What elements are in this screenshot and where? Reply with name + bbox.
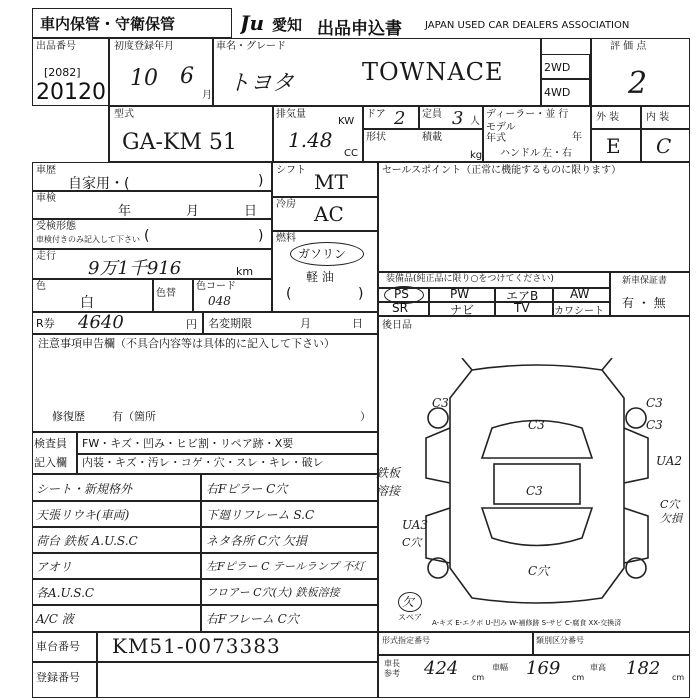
- type-label: 型式: [114, 109, 134, 120]
- year-unit: 年: [572, 132, 582, 143]
- remark-right-2: 下廻リフレーム S.C: [206, 508, 315, 522]
- chassis-value: KM51-0073383: [112, 634, 281, 658]
- notes-label: 注意事項申告欄（不具合内容等は具体的に記入して下さい）: [38, 337, 335, 350]
- remark-left-4: アオリ: [36, 560, 72, 574]
- remark-left-2: 天張リウキ(車両): [36, 508, 130, 522]
- score-label: 評 価 点: [610, 41, 647, 52]
- insp-year: 年: [118, 204, 132, 219]
- fuel-label: 燃料: [276, 233, 296, 244]
- width-label: 車幅: [492, 663, 508, 672]
- warranty-label: 新車保証書: [622, 276, 668, 286]
- equip-leather: カワシート: [554, 306, 604, 317]
- mark-c3-3: C3: [646, 396, 663, 410]
- kw-label: KW: [338, 116, 355, 127]
- repair-label: 修復歴: [52, 410, 85, 423]
- type-cert-label: 形式指定番号: [382, 636, 430, 645]
- equipment-label: 装備品(純正品に限り○をつけてください): [386, 274, 554, 284]
- seats-unit: 人: [470, 116, 480, 127]
- fuel-close: ): [358, 286, 364, 302]
- mark-c-hole-1: C穴: [660, 498, 680, 511]
- equip-ps: PS: [394, 287, 409, 301]
- mark-steel-2: 溶接: [376, 484, 401, 498]
- receive-close: ): [258, 228, 264, 244]
- fuel-open: (: [286, 286, 292, 302]
- association-name: JAPAN USED CAR DEALERS ASSOCIATION: [425, 20, 630, 31]
- int-value: C: [656, 134, 672, 158]
- disp-label: 排気量: [276, 109, 306, 120]
- color-value: 白: [80, 295, 94, 311]
- drive-4wd: 4WD: [544, 86, 571, 99]
- month-unit: 月: [202, 90, 212, 101]
- name-change-day: 日: [352, 317, 363, 330]
- reg-number-label: 登録番号: [36, 671, 80, 684]
- dealer-label: ディーラー・並 行: [486, 109, 569, 120]
- fuel-diesel: 軽 油: [306, 270, 334, 284]
- ext-value: E: [606, 134, 621, 158]
- model-name: TOWNACE: [362, 58, 504, 86]
- auction-sheet: [32, 8, 690, 698]
- ext-label: 外 装: [596, 112, 620, 123]
- after-label: 後日品: [382, 320, 412, 331]
- damage-legend: A-キズ E-エクボ U-凹み W-補修跡 S-サビ C-腐食 XX-交換済: [432, 619, 622, 627]
- kg-label: kg: [470, 150, 483, 161]
- inspector-label-2: 記入欄: [34, 456, 67, 469]
- reg-number-box: [32, 662, 378, 698]
- sales-point-box: [378, 162, 690, 272]
- handle-value: 左・右: [542, 148, 572, 159]
- color-code-label: 色コード: [196, 281, 236, 292]
- insp-day: 日: [244, 204, 258, 219]
- brand-logo: [240, 12, 270, 34]
- repair-value: 有（箇所: [112, 410, 156, 423]
- mark-c3-2: C3: [528, 418, 545, 432]
- model-year-label: モデル 年式: [486, 122, 516, 144]
- int-label: 内 装: [646, 112, 670, 123]
- receive-note: 車検付きのみ記入して下さい: [36, 235, 140, 244]
- remark-right-5: フロアー C穴(大) 鉄板溶接: [206, 586, 340, 599]
- seats-value: 3: [452, 108, 464, 129]
- title-left: 車内保管・守衛保管: [40, 15, 176, 33]
- mileage-value: 9万1千916: [88, 258, 182, 279]
- equip-sr: SR: [392, 301, 408, 315]
- recycle-value: 4640: [78, 312, 124, 333]
- svg-text:Ju: Ju: [240, 12, 265, 34]
- shape-label: 形状: [366, 132, 386, 143]
- mark-ua3: UA3: [402, 518, 429, 532]
- remark-right-4: 左Fピラー C テールランプ 不灯: [206, 560, 365, 573]
- mark-steel-1: 鉄板: [376, 466, 401, 480]
- width-value: 169: [526, 658, 561, 679]
- disp-value: 1.48: [288, 128, 333, 152]
- remark-left-1: シート・新規格外: [36, 482, 133, 496]
- inspector-label-1: 検査員: [34, 437, 67, 450]
- length-value: 424: [424, 658, 459, 679]
- mark-c3-1: C3: [432, 396, 449, 410]
- remark-left-3: 荷台 鉄板 A.U.S.C: [36, 534, 138, 548]
- mark-c3-5: C3: [646, 418, 663, 432]
- warranty-value: 有 ・ 無: [622, 296, 666, 310]
- color-code-value: 048: [208, 294, 231, 308]
- mark-c-hole-3: C穴: [528, 564, 550, 578]
- door-label: ドア: [366, 109, 386, 120]
- lot-label: 出品番号: [36, 41, 76, 52]
- door-value: 2: [394, 108, 406, 129]
- height-cm: cm: [672, 673, 685, 682]
- km-label: km: [236, 265, 254, 278]
- reg-month: 6: [180, 64, 194, 89]
- name-label: 車名・グレード: [216, 41, 286, 52]
- recycle-yen: 円: [186, 318, 197, 331]
- equip-tv: TV: [514, 301, 530, 315]
- equip-airbag: エアB: [506, 289, 539, 303]
- ac-value: AC: [314, 202, 344, 226]
- inspector-line-2: 内装・キズ・汚レ・コゲ・穴・スレ・キレ・破レ: [82, 456, 324, 469]
- maker-name: トヨタ: [228, 71, 295, 96]
- equip-pw: PW: [450, 287, 470, 301]
- cc-label: CC: [344, 148, 358, 159]
- mark-c3-4: C3: [526, 484, 543, 498]
- fuel-gas: ガソリン: [298, 247, 347, 261]
- length-label: 車長: [384, 659, 400, 668]
- class-label: 類別区分番号: [536, 636, 584, 645]
- score-value: 2: [628, 66, 648, 101]
- mark-missing: 欠損: [660, 512, 682, 525]
- lot-number: 20120: [36, 80, 106, 105]
- ref-label: 参考: [384, 669, 400, 678]
- lot-small: [2082]: [44, 66, 81, 79]
- remark-left-6: A/C 液: [36, 612, 74, 626]
- sheet-title: 出品申込書: [317, 19, 402, 39]
- type-value: GA-KM 51: [122, 130, 237, 155]
- mark-ua2: UA2: [656, 454, 683, 468]
- reg-label: 初度登録年月: [114, 41, 174, 52]
- height-label: 車高: [590, 663, 606, 672]
- remark-right-3: ネタ各所 C穴 欠損: [206, 534, 307, 548]
- mark-c-hole-2: C穴: [402, 536, 422, 549]
- reg-year: 10: [130, 66, 158, 91]
- height-value: 182: [626, 658, 661, 679]
- receive-label: 受検形態: [36, 221, 76, 232]
- brand-name: 愛知: [272, 16, 303, 34]
- sales-point-label: セールスポイント（正常に機能するものに限ります）: [382, 165, 622, 176]
- name-change-month: 月: [300, 317, 311, 330]
- inspection-label: 車検: [36, 193, 56, 204]
- remark-right-6: 右Fフレーム C穴: [206, 612, 299, 626]
- width-cm: cm: [572, 673, 585, 682]
- history-label: 車歴: [36, 165, 56, 176]
- remark-left-5: 各A.U.S.C: [36, 586, 95, 600]
- shift-value: MT: [314, 170, 348, 194]
- recycle-label: R券: [36, 317, 55, 330]
- remark-right-1: 右Fピラー C穴: [206, 482, 288, 496]
- name-change-label: 名変期限: [208, 317, 252, 330]
- shift-label: シフト: [276, 165, 306, 176]
- mileage-label: 走行: [36, 251, 56, 262]
- equip-navi: ナビ: [450, 303, 475, 317]
- color-label: 色: [36, 281, 46, 292]
- chassis-label: 車台番号: [36, 640, 80, 653]
- repair-close: ）: [360, 410, 371, 423]
- load-label: 積載: [422, 132, 442, 143]
- history-value: 自家用・(: [68, 176, 130, 192]
- spare-label: スペア: [398, 613, 422, 622]
- drive-2wd: 2WD: [544, 61, 571, 74]
- handle-label: ハンドル: [500, 148, 540, 159]
- receive-open: (: [144, 228, 150, 244]
- equip-aw: AW: [570, 287, 590, 301]
- length-cm: cm: [472, 673, 485, 682]
- color-swap-label: 色替: [156, 288, 176, 299]
- ac-label: 冷房: [276, 199, 296, 210]
- inspector-line-1: FW・キズ・凹み・ヒビ割・リペア跡・X要: [82, 437, 294, 450]
- seats-label: 定員: [422, 109, 442, 120]
- history-close: ): [258, 173, 264, 189]
- spare-mark: 欠: [402, 595, 415, 609]
- insp-month: 月: [186, 204, 200, 219]
